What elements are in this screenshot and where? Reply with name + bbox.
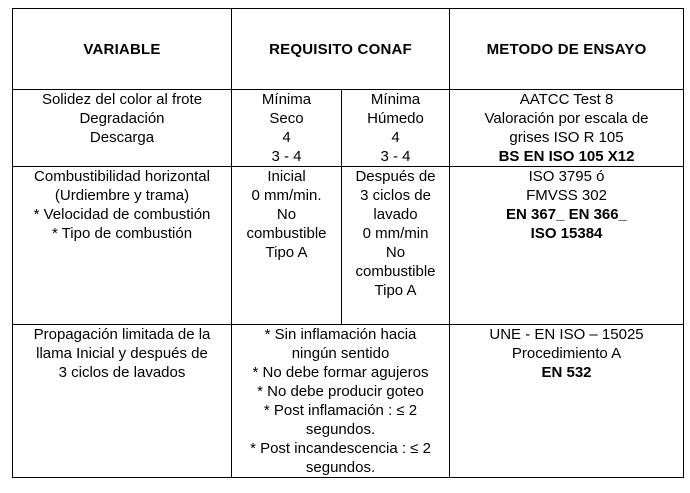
metodo-cell xyxy=(450,90,684,167)
header-requisito: REQUISITO CONAF xyxy=(232,9,450,90)
cell-line: segundos. xyxy=(305,459,376,476)
cell-line: Degradación xyxy=(79,110,165,127)
requisito-right-cell xyxy=(342,167,450,325)
variable-cell xyxy=(13,167,232,325)
table-row xyxy=(13,167,684,325)
cell-line: llama Inicial y después de xyxy=(36,345,208,362)
cell-line: Seco xyxy=(269,110,304,127)
variable-cell xyxy=(13,90,232,167)
requirements-table xyxy=(12,8,684,478)
cell-line: 3 ciclos de xyxy=(360,187,431,204)
cell-line: 0 mm/min. xyxy=(251,187,322,204)
cell-line: UNE - EN ISO – 15025 xyxy=(489,326,644,343)
cell-line: Mínima xyxy=(261,91,312,108)
cell-line: Combustibilidad horizontal xyxy=(34,168,210,185)
cell-line: Descarga xyxy=(89,129,155,146)
cell-line: Propagación limitada de la xyxy=(33,326,211,343)
cell-line: 3 ciclos de lavados xyxy=(58,364,186,381)
cell-line: 4 xyxy=(282,129,291,146)
cell-line: * No debe producir goteo xyxy=(257,383,424,400)
table-header-row xyxy=(13,9,684,90)
metodo-cell xyxy=(450,325,684,478)
cell-line: Mínima xyxy=(370,91,421,108)
cell-line: 4 xyxy=(391,129,400,146)
cell-line: Solidez del color al frote xyxy=(41,91,203,108)
cell-line: grises ISO R 105 xyxy=(509,129,624,146)
cell-line: * Tipo de combustión xyxy=(51,225,193,242)
cell-line: ningún sentido xyxy=(291,345,390,362)
cell-line: * No debe formar agujeros xyxy=(252,364,429,381)
cell-line: AATCC Test 8 xyxy=(519,91,614,108)
cell-line: * Post inflamación : ≤ 2 xyxy=(263,402,418,419)
cell-line: segundos. xyxy=(305,421,376,438)
cell-line: Húmedo xyxy=(367,110,424,127)
cell-line-bold: ISO 15384 xyxy=(530,225,603,242)
cell-line: No xyxy=(385,244,406,261)
cell-line: 3 - 4 xyxy=(271,148,302,165)
cell-line: combustible xyxy=(246,225,327,242)
cell-line: combustible xyxy=(355,263,436,280)
header-variable: VARIABLE xyxy=(13,9,232,90)
requisito-cell xyxy=(232,325,450,478)
requisito-right-cell xyxy=(342,90,450,167)
cell-line: * Velocidad de combustión xyxy=(33,206,211,223)
cell-line: Inicial xyxy=(267,168,306,185)
cell-line: Tipo A xyxy=(374,282,417,299)
cell-line: Después de xyxy=(355,168,436,185)
cell-line-bold: EN 532 xyxy=(541,364,592,381)
cell-line-bold: EN 367_ EN 366_ xyxy=(506,206,627,223)
header-metodo: METODO DE ENSAYO xyxy=(450,9,684,90)
cell-line-bold: BS EN ISO 105 X12 xyxy=(498,148,635,165)
cell-line: 3 - 4 xyxy=(380,148,411,165)
table-row xyxy=(13,325,684,478)
metodo-cell xyxy=(450,167,684,325)
requisito-left-cell xyxy=(232,90,342,167)
cell-line: * Sin inflamación hacia xyxy=(264,326,417,343)
cell-line: FMVSS 302 xyxy=(526,187,607,204)
variable-cell xyxy=(13,325,232,478)
cell-line: 0 mm/min xyxy=(362,225,429,242)
cell-line: Procedimiento A xyxy=(511,345,622,362)
cell-line: lavado xyxy=(373,206,418,223)
cell-line: (Urdiembre y trama) xyxy=(54,187,190,204)
cell-line: Valoración por escala de xyxy=(484,110,649,127)
cell-line: No xyxy=(276,206,297,223)
requisito-left-cell xyxy=(232,167,342,325)
cell-line: * Post incandescencia : ≤ 2 xyxy=(250,440,431,457)
table-row xyxy=(13,90,684,167)
cell-line: ISO 3795 ó xyxy=(528,168,605,185)
cell-line: Tipo A xyxy=(265,244,308,261)
